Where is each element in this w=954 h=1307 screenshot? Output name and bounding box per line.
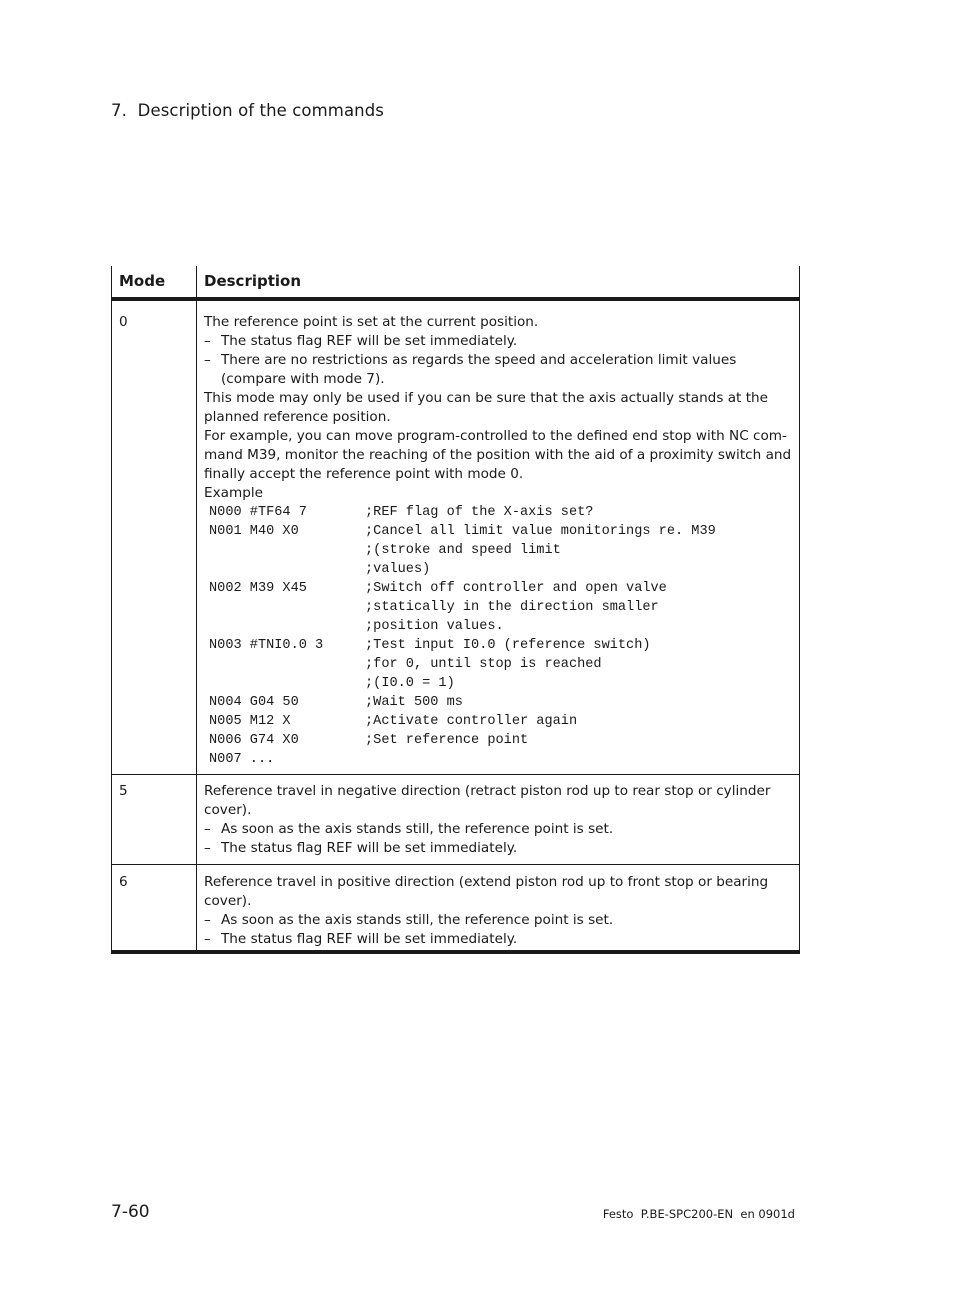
- bullet-dash: –: [204, 821, 211, 837]
- description-note: This mode may only be used if you can be sure that the axis actually stands at the planned reference position.: [204, 390, 769, 425]
- description-intro: Reference travel in negative direction (retract piston rod up to rear stop or cylinder cover).: [204, 783, 771, 818]
- code-address: N001 M40 X0: [209, 524, 299, 539]
- code-example: [204, 503, 792, 769]
- code-line: [204, 731, 792, 750]
- code-comment: ;REF flag of the X-axis set?: [365, 505, 594, 520]
- bullet-item: [204, 911, 792, 930]
- chapter-heading: [111, 101, 384, 120]
- code-line: [204, 693, 792, 712]
- bullet-text: As soon as the axis stands still, the reference point is set.: [221, 821, 614, 837]
- code-comment: ;(I0.0 = 1): [365, 676, 455, 691]
- code-comment: ;(stroke and speed limit: [365, 543, 561, 558]
- code-address: [209, 541, 365, 560]
- code-comment: ;Switch off controller and open valve: [365, 581, 667, 596]
- bullet-item: [204, 930, 792, 949]
- description-cell: [197, 299, 800, 775]
- chapter-number: 7.: [111, 101, 127, 120]
- code-comment: [365, 750, 792, 769]
- code-address: N002 M39 X45: [209, 581, 307, 596]
- description-cell: [197, 775, 800, 865]
- code-line: [204, 636, 792, 655]
- description-intro: The reference point is set at the current position.: [204, 314, 539, 330]
- code-address: [209, 617, 365, 636]
- code-line: [204, 655, 792, 674]
- code-address: N004 G04 50: [209, 695, 299, 710]
- code-comment: ;Cancel all limit value monitorings re. M39: [365, 524, 716, 539]
- bullet-text: There are no restrictions as regards the speed and acceleration limit values (compare with mode 7).: [221, 352, 737, 387]
- code-address: [209, 598, 365, 617]
- bullet-dash: –: [204, 352, 211, 368]
- code-address: N007 ...: [209, 752, 275, 767]
- code-line: [204, 674, 792, 693]
- document-reference: Festo P.BE-SPC200-EN en 0901d: [602, 1207, 795, 1221]
- code-comment: ;values): [365, 562, 431, 577]
- bullet-dash: –: [204, 912, 211, 928]
- bullet-text: The status flag REF will be set immediately.: [221, 840, 518, 856]
- code-line: [204, 541, 792, 560]
- code-line: [204, 503, 792, 522]
- code-address: [209, 655, 365, 674]
- code-comment: ;Activate controller again: [365, 714, 578, 729]
- mode-description-table: [111, 266, 800, 954]
- table-row: [112, 299, 800, 775]
- code-address: [209, 560, 365, 579]
- mode-cell: 6: [112, 865, 197, 953]
- code-line: [204, 579, 792, 598]
- code-address: N000 #TF64 7: [209, 505, 307, 520]
- bullet-text: The status flag REF will be set immediately.: [221, 333, 518, 349]
- code-address: N005 M12 X: [209, 714, 291, 729]
- code-comment: ;statically in the direction smaller: [365, 600, 659, 615]
- code-comment: ;for 0, until stop is reached: [365, 657, 602, 672]
- code-comment: ;position values.: [365, 619, 504, 634]
- chapter-title: Description of the commands: [137, 101, 384, 120]
- code-line: [204, 560, 792, 579]
- code-comment: ;Wait 500 ms: [365, 695, 463, 710]
- code-address: N006 G74 X0: [209, 733, 299, 748]
- column-header-mode: Mode: [112, 266, 197, 299]
- bullet-dash: –: [204, 840, 211, 856]
- mode-cell: 5: [112, 775, 197, 865]
- code-line: [204, 712, 792, 731]
- bullet-dash: –: [204, 333, 211, 349]
- code-comment: ;Test input I0.0 (reference switch): [365, 638, 651, 653]
- bullet-text: As soon as the axis stands still, the reference point is set.: [221, 912, 614, 928]
- code-line: [204, 750, 792, 769]
- description-note: For example, you can move program-controlled to the defined end stop with NC com-mand M39, monitor the reaching of the position with the aid of a proximity switch and finally accept the reference point with mode 0.: [204, 428, 792, 482]
- code-line: [204, 617, 792, 636]
- code-address: [209, 674, 365, 693]
- column-header-description: Description: [197, 266, 800, 299]
- code-line: [204, 522, 792, 541]
- table-header-row: [112, 266, 800, 299]
- page-number: 7-60: [111, 1202, 150, 1222]
- bullet-item: [204, 351, 792, 389]
- code-comment: ;Set reference point: [365, 733, 529, 748]
- description-cell: [197, 865, 800, 953]
- description-intro: Reference travel in positive direction (extend piston rod up to front stop or bearing cover).: [204, 874, 769, 909]
- bullet-item: [204, 332, 792, 351]
- example-label: Example: [204, 485, 263, 501]
- code-address: N003 #TNI0.0 3: [209, 638, 324, 653]
- bullet-item: [204, 820, 792, 839]
- code-line: [204, 598, 792, 617]
- table-row: [112, 775, 800, 865]
- mode-cell: 0: [112, 299, 197, 775]
- bullet-dash: –: [204, 931, 211, 947]
- bullet-text: The status flag REF will be set immediately.: [221, 931, 518, 947]
- bullet-item: [204, 839, 792, 858]
- table-row: [112, 865, 800, 953]
